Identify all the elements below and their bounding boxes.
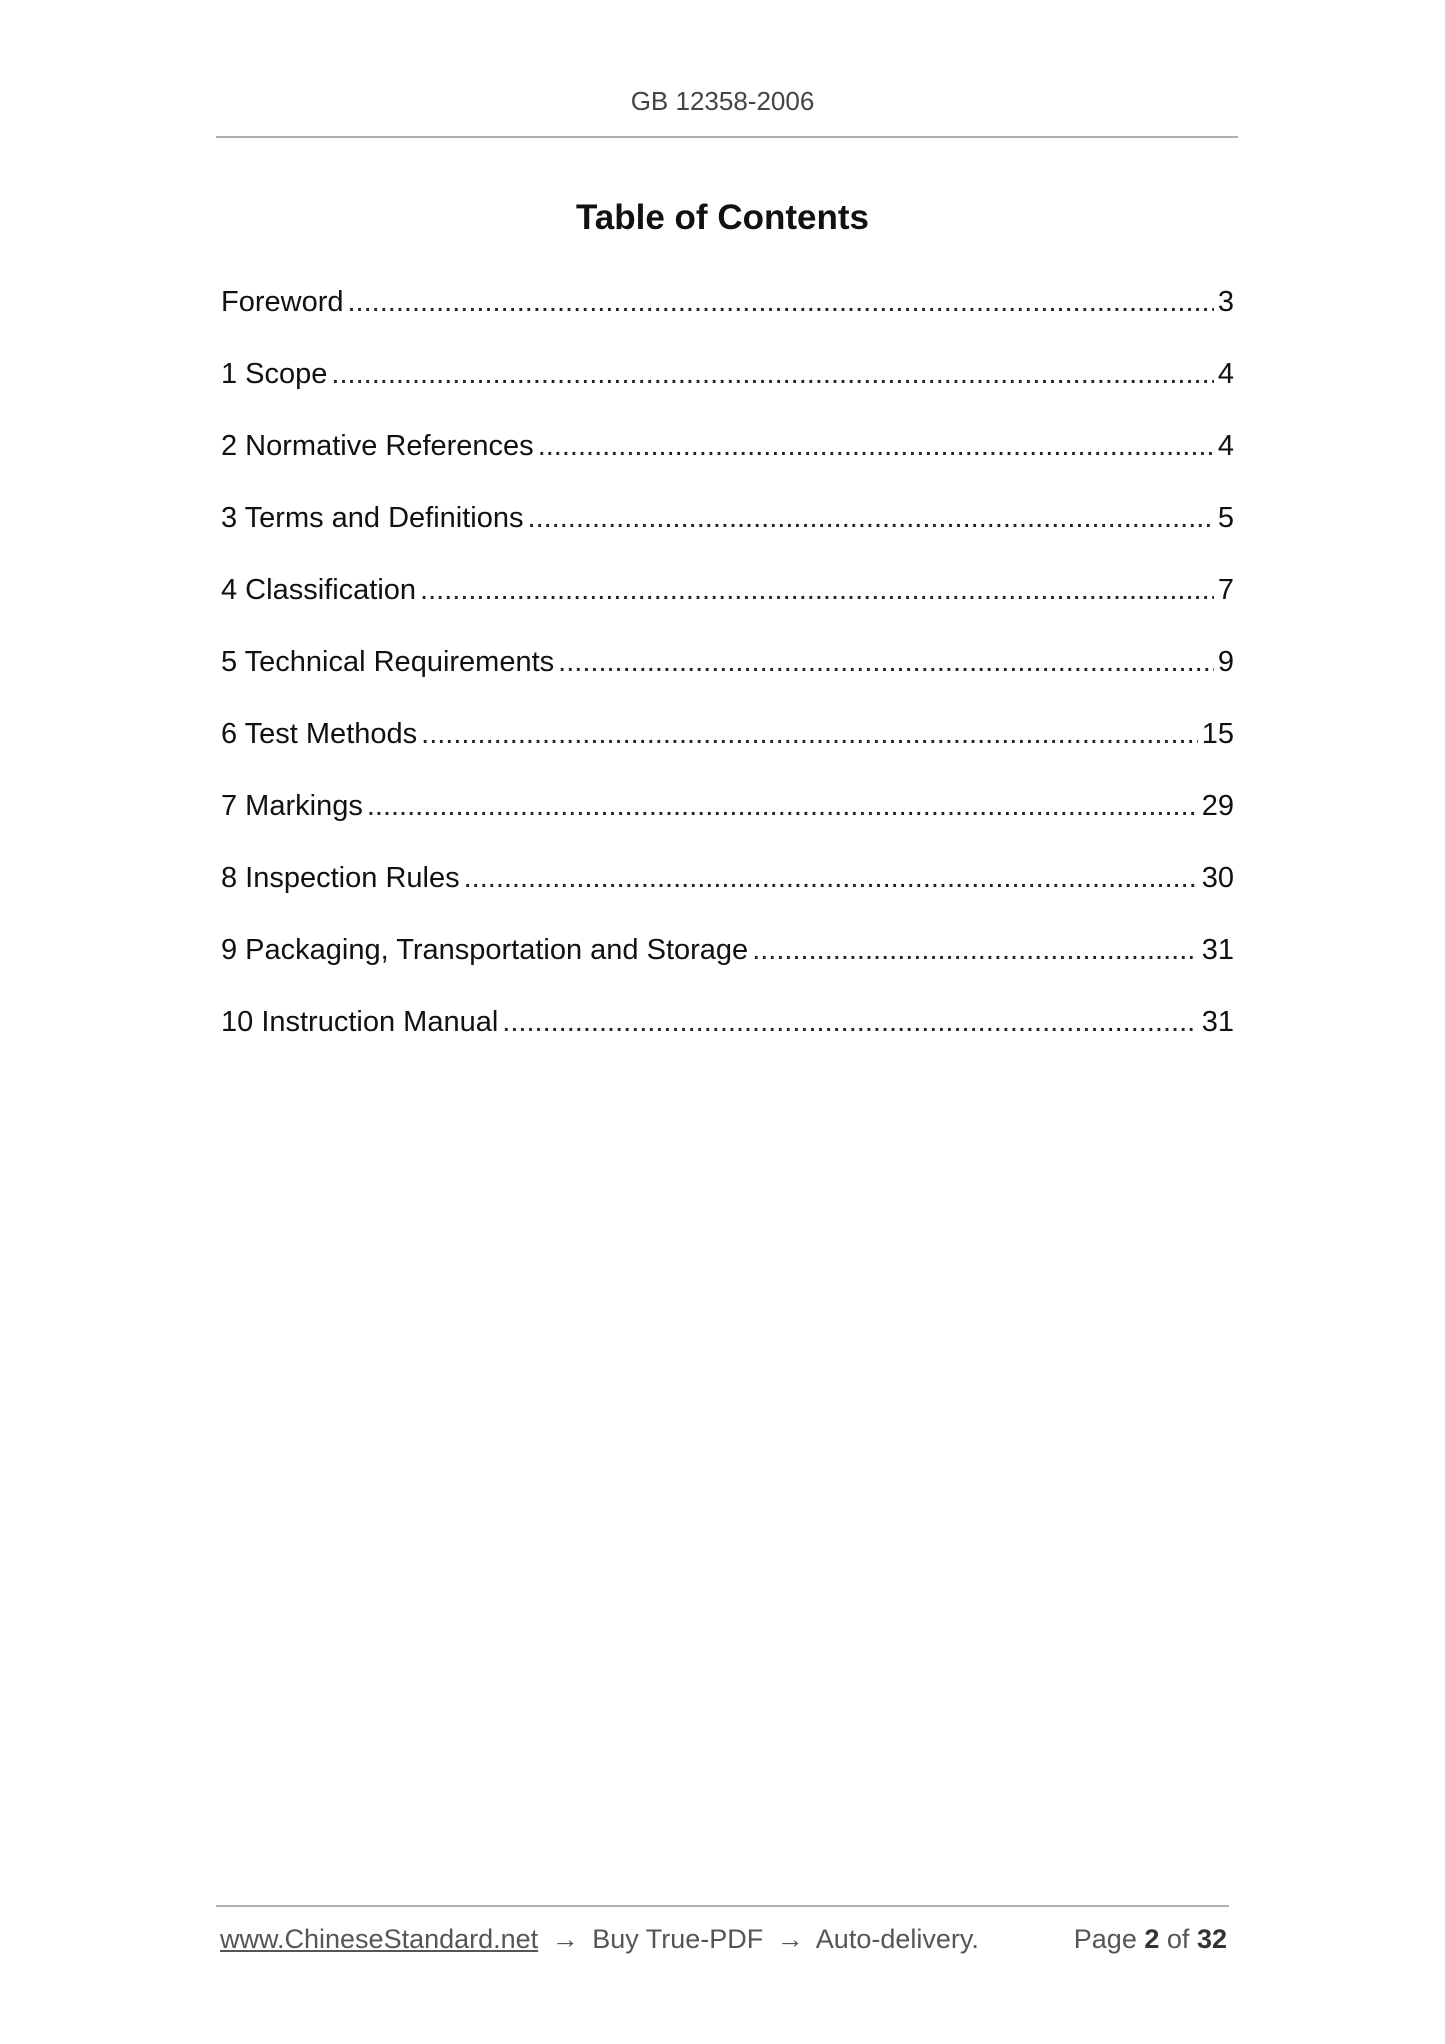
toc-entry-page: 31	[1201, 934, 1234, 966]
footer-divider	[216, 1905, 1229, 1907]
toc-entry-page: 7	[1217, 574, 1234, 606]
toc-dot-leader	[420, 566, 1214, 614]
arrow-right-icon: →	[776, 1924, 804, 1954]
toc-entry-label: 1 Scope	[221, 358, 328, 390]
toc-entry-technical-requirements[interactable]	[221, 638, 1234, 710]
toc-entry-instruction-manual[interactable]	[221, 998, 1234, 1070]
toc-entry-label: 7 Markings	[221, 790, 363, 822]
toc-entry-label: 9 Packaging, Transportation and Storage	[221, 934, 749, 966]
toc-entry-page: 9	[1217, 646, 1234, 678]
toc-entry-page: 5	[1217, 502, 1234, 534]
footer-promo	[220, 1924, 979, 1955]
toc-dot-leader	[464, 854, 1198, 902]
page-word: Page	[1073, 1924, 1137, 1954]
toc-dot-leader	[348, 278, 1214, 326]
toc-entry-label: 3 Terms and Definitions	[221, 502, 524, 534]
current-page-number: 2	[1144, 1924, 1160, 1954]
toc-dot-leader	[421, 710, 1198, 758]
toc-entry-page: 30	[1201, 862, 1234, 894]
toc-entry-page: 4	[1217, 430, 1234, 462]
toc-list	[221, 278, 1234, 1070]
toc-entry-label: 8 Inspection Rules	[221, 862, 460, 894]
toc-dot-leader	[538, 422, 1214, 470]
toc-entry-page: 4	[1217, 358, 1234, 390]
toc-entry-test-methods[interactable]	[221, 710, 1234, 782]
toc-dot-leader	[367, 782, 1198, 830]
header-standard-code: GB 12358-2006	[630, 86, 815, 116]
buy-pdf-text: Buy True-PDF	[592, 1924, 764, 1954]
toc-entry-label: 5 Technical Requirements	[221, 646, 555, 678]
total-pages-number: 32	[1196, 1924, 1227, 1954]
arrow-right-icon: →	[551, 1924, 579, 1954]
toc-entry-page: 15	[1201, 718, 1234, 750]
toc-entry-label: 6 Test Methods	[221, 718, 418, 750]
toc-dot-leader	[502, 998, 1197, 1046]
site-link[interactable]: www.ChineseStandard.net	[220, 1924, 539, 1954]
toc-entry-foreword[interactable]	[221, 278, 1234, 350]
header-divider	[216, 136, 1238, 138]
toc-entry-page: 29	[1201, 790, 1234, 822]
toc-entry-label: Foreword	[221, 286, 344, 318]
toc-entry-markings[interactable]	[221, 782, 1234, 854]
toc-dot-leader	[528, 494, 1214, 542]
toc-entry-page: 3	[1217, 286, 1234, 318]
toc-dot-leader	[331, 350, 1213, 398]
toc-dot-leader	[558, 638, 1214, 686]
toc-entry-packaging-transportation-storage[interactable]	[221, 926, 1234, 998]
toc-entry-classification[interactable]	[221, 566, 1234, 638]
toc-entry-normative-references[interactable]	[221, 422, 1234, 494]
of-word: of	[1166, 1924, 1190, 1954]
auto-delivery-text: Auto-delivery.	[815, 1924, 979, 1954]
toc-entry-scope[interactable]	[221, 350, 1234, 422]
toc-entry-label: 2 Normative References	[221, 430, 534, 462]
toc-title: Table of Contents	[576, 198, 869, 237]
page-indicator	[1074, 1924, 1227, 1955]
toc-entry-label: 4 Classification	[221, 574, 417, 606]
toc-entry-inspection-rules[interactable]	[221, 854, 1234, 926]
toc-dot-leader	[752, 926, 1198, 974]
toc-entry-page: 31	[1201, 1006, 1234, 1038]
toc-entry-label: 10 Instruction Manual	[221, 1006, 499, 1038]
toc-entry-terms-definitions[interactable]	[221, 494, 1234, 566]
